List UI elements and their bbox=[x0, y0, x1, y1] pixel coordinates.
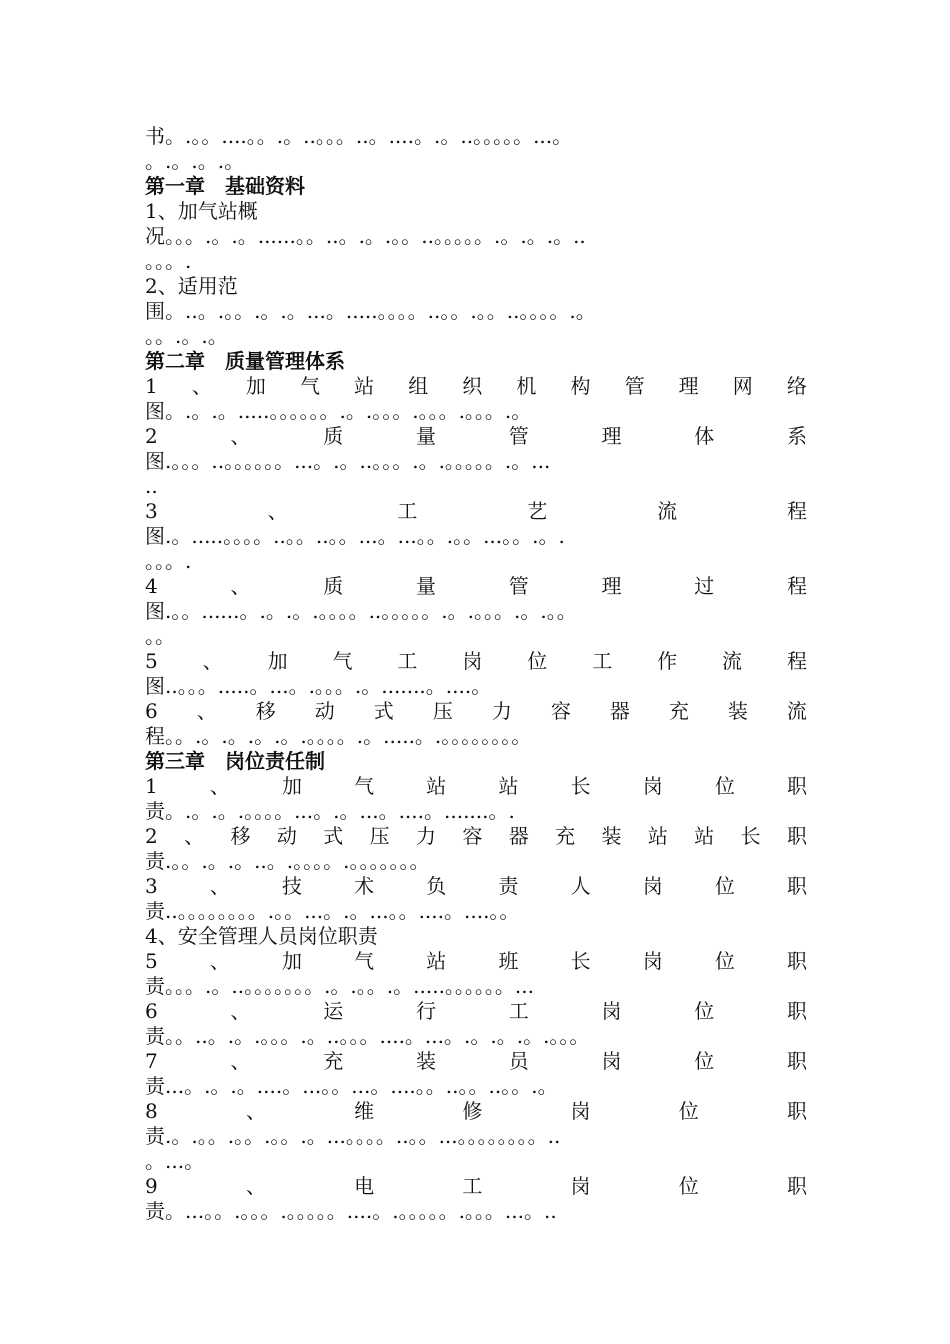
toc-entry-char: 工 bbox=[592, 649, 613, 673]
toc-line: 围。..。.。。.。.。...。.....。。。。..。。.。。..。。。。.。 bbox=[145, 299, 596, 323]
toc-entry-char: 管 bbox=[508, 424, 529, 448]
toc-entry-char: 岗 bbox=[642, 874, 663, 898]
toc-line: 图..。。。.....。...。.。。。.。.......。....。 bbox=[145, 674, 492, 698]
toc-entry-char: 岗 bbox=[601, 1049, 622, 1073]
toc-entry-char: 5 bbox=[145, 949, 158, 973]
toc-entry-char: 2 bbox=[145, 824, 158, 848]
toc-entry-char: 职 bbox=[786, 1099, 807, 1123]
toc-entry-char: 过 bbox=[694, 574, 715, 598]
toc-entry-char: 、 bbox=[209, 774, 230, 798]
toc-entry-char: 容 bbox=[462, 824, 483, 848]
toc-line: 。。。. bbox=[145, 549, 192, 573]
toc-entry-char: 站 bbox=[426, 774, 447, 798]
toc-entry-char: 位 bbox=[714, 949, 735, 973]
chapter-heading: 第一章 基础资料 bbox=[145, 174, 305, 198]
toc-entry-char: 充 bbox=[668, 699, 689, 723]
toc-entry-char: 程 bbox=[786, 499, 807, 523]
toc-entry-title bbox=[145, 649, 807, 674]
toc-entry-char: 程 bbox=[786, 649, 807, 673]
toc-entry-char: 长 bbox=[740, 824, 761, 848]
toc-entry-char: 岗 bbox=[642, 949, 663, 973]
toc-entry-char: 流 bbox=[722, 649, 743, 673]
toc-entry-char: 职 bbox=[787, 774, 807, 798]
toc-entry-char: 加 bbox=[267, 649, 288, 673]
toc-entry-char: 3 bbox=[145, 499, 158, 523]
toc-line: .. bbox=[145, 474, 158, 498]
toc-entry-char: 职 bbox=[786, 1174, 807, 1198]
toc-entry-char: 职 bbox=[786, 1049, 807, 1073]
toc-entry-char: 程 bbox=[786, 574, 807, 598]
toc-entry-char: 气 bbox=[354, 774, 375, 798]
toc-entry-char: 负 bbox=[426, 874, 447, 898]
toc-entry-char: 质 bbox=[323, 574, 344, 598]
toc-line: 。。.。.。 bbox=[145, 324, 228, 348]
toc-entry-char: 动 bbox=[276, 824, 297, 848]
toc-entry-char: 班 bbox=[498, 949, 519, 973]
toc-entry-char: 理 bbox=[601, 424, 622, 448]
toc-entry-char: 充 bbox=[555, 824, 576, 848]
toc-entry-char: 、 bbox=[184, 824, 205, 848]
toc-entry-char: 、 bbox=[209, 874, 230, 898]
toc-entry-char: 管 bbox=[624, 374, 645, 398]
toc-entry-char: 工 bbox=[397, 499, 418, 523]
toc-entry-char: 岗 bbox=[642, 774, 663, 798]
toc-entry-char: 员 bbox=[508, 1049, 529, 1073]
toc-entry-char: 、 bbox=[230, 574, 251, 598]
toc-entry-char: 长 bbox=[570, 949, 591, 973]
toc-entry-char: 运 bbox=[323, 999, 344, 1023]
toc-entry-char: 管 bbox=[508, 574, 529, 598]
toc-line: 况。。。.。.。......。。..。.。.。。..。。。。。.。.。.。.. bbox=[145, 224, 586, 248]
toc-entry-char: 位 bbox=[714, 874, 735, 898]
toc-line: 责..。。。。。。。。.。。...。.。...。。....。....。。 bbox=[145, 899, 520, 923]
toc-entry-char: 电 bbox=[354, 1174, 375, 1198]
toc-entry-char: 岗 bbox=[462, 649, 483, 673]
toc-entry-char: 量 bbox=[415, 574, 436, 598]
toc-entry-char: 充 bbox=[323, 1049, 344, 1073]
toc-entry-char: 5 bbox=[145, 649, 158, 673]
toc-entry-char: 工 bbox=[462, 1174, 483, 1198]
toc-entry-char: 、 bbox=[202, 649, 223, 673]
toc-entry-title bbox=[145, 949, 807, 974]
toc-entry-char: 8 bbox=[145, 1099, 158, 1123]
toc-entry-char: 量 bbox=[415, 424, 436, 448]
toc-line: 2、适用范 bbox=[145, 274, 238, 298]
toc-entry-char: 岗 bbox=[570, 1174, 591, 1198]
toc-entry-char: 、 bbox=[230, 1049, 251, 1073]
toc-entry-char: 位 bbox=[714, 774, 735, 798]
toc-entry-char: 移 bbox=[255, 699, 276, 723]
chapter-heading: 第二章 质量管理体系 bbox=[145, 349, 345, 373]
toc-entry-char: 质 bbox=[323, 424, 344, 448]
toc-line: 图.。.....。。。。..。。..。。...。...。。.。。...。。.。. bbox=[145, 524, 565, 548]
toc-entry-char: 艺 bbox=[527, 499, 548, 523]
toc-entry-char: 器 bbox=[508, 824, 529, 848]
toc-entry-char: 理 bbox=[601, 574, 622, 598]
toc-entry-char: 、 bbox=[196, 699, 217, 723]
toc-entry-title bbox=[145, 499, 807, 524]
toc-entry-char: 站 bbox=[498, 774, 519, 798]
toc-entry-char: 技 bbox=[282, 874, 303, 898]
toc-entry-char: 岗 bbox=[570, 1099, 591, 1123]
toc-line: 责。。..。.。.。。。.。..。。。....。...。.。.。.。.。。。 bbox=[145, 1024, 590, 1048]
toc-entry-char: 组 bbox=[408, 374, 429, 398]
toc-entry-char: 装 bbox=[601, 824, 622, 848]
toc-entry-char: 7 bbox=[145, 1049, 158, 1073]
toc-entry-char: 、 bbox=[267, 499, 288, 523]
toc-entry-char: 站 bbox=[354, 374, 375, 398]
toc-entry-char: 容 bbox=[550, 699, 571, 723]
toc-entry-char: 位 bbox=[694, 1049, 715, 1073]
toc-entry-char: 移 bbox=[230, 824, 251, 848]
chapter-heading: 第三章 岗位责任制 bbox=[145, 749, 325, 773]
toc-entry-char: 气 bbox=[354, 949, 375, 973]
toc-entry-title bbox=[145, 824, 807, 849]
toc-entry-char: 2 bbox=[145, 424, 158, 448]
toc-entry-char: 、 bbox=[245, 1099, 266, 1123]
toc-entry-title bbox=[145, 699, 807, 724]
toc-line: 程。。.。.。.。.。.。。。。.。.....。.。。。。。。。。 bbox=[145, 724, 532, 748]
toc-entry-char: 力 bbox=[491, 699, 512, 723]
toc-entry-char: 压 bbox=[369, 824, 390, 848]
toc-entry-char: 络 bbox=[786, 374, 807, 398]
toc-line: 责。。。.。..。。。。。。。.。.。。.。.....。。。。。。... bbox=[145, 974, 535, 998]
toc-entry-char: 式 bbox=[373, 699, 394, 723]
toc-entry-char: 1 bbox=[145, 774, 158, 798]
toc-entry-title bbox=[145, 424, 807, 449]
toc-entry-char: 职 bbox=[787, 949, 807, 973]
toc-entry-char: 装 bbox=[727, 699, 748, 723]
toc-entry-char: 理 bbox=[678, 374, 699, 398]
toc-entry-title bbox=[145, 1099, 807, 1124]
toc-entry-char: 加 bbox=[245, 374, 266, 398]
toc-entry-char: 加 bbox=[282, 949, 303, 973]
toc-entry-char: 6 bbox=[145, 699, 158, 723]
toc-entry-title bbox=[145, 574, 807, 599]
toc-entry-char: 位 bbox=[694, 999, 715, 1023]
toc-entry-char: 工 bbox=[397, 649, 418, 673]
toc-entry-char: 人 bbox=[570, 874, 591, 898]
toc-entry-char: 术 bbox=[354, 874, 375, 898]
toc-entry-char: 系 bbox=[786, 424, 807, 448]
toc-entry-char: 9 bbox=[145, 1174, 158, 1198]
toc-entry-char: 动 bbox=[314, 699, 335, 723]
toc-entry-char: 织 bbox=[462, 374, 483, 398]
toc-entry-char: 长 bbox=[570, 774, 591, 798]
toc-entry-char: 、 bbox=[230, 424, 251, 448]
toc-line: 。。 bbox=[145, 624, 175, 648]
toc-line: 责。...。。.。。。.。。。。。....。.。。。。。.。。。...。.. bbox=[145, 1199, 557, 1223]
toc-entry-char: 6 bbox=[145, 999, 158, 1023]
toc-entry-char: 加 bbox=[282, 774, 303, 798]
toc-line: 图.。。。..。。。。。。...。.。..。。。.。.。。。。。.。... bbox=[145, 449, 551, 473]
toc-line: 责.。。.。.。..。.。。。。.。。。。。。。 bbox=[145, 849, 430, 873]
toc-entry-char: 位 bbox=[678, 1099, 699, 1123]
toc-entry-char: 、 bbox=[191, 374, 212, 398]
toc-entry-char: 气 bbox=[300, 374, 321, 398]
toc-entry-char: 职 bbox=[786, 824, 807, 848]
toc-entry-char: 构 bbox=[570, 374, 591, 398]
toc-entry-char: 位 bbox=[527, 649, 548, 673]
toc-entry-char: 作 bbox=[657, 649, 678, 673]
toc-entry-title bbox=[145, 374, 807, 399]
toc-entry-char: 压 bbox=[432, 699, 453, 723]
toc-entry-title bbox=[145, 999, 807, 1024]
toc-entry-char: 行 bbox=[415, 999, 436, 1023]
toc-entry-char: 维 bbox=[354, 1099, 375, 1123]
toc-line: 。。。. bbox=[145, 249, 192, 273]
toc-entry-char: 器 bbox=[609, 699, 630, 723]
toc-entry-title bbox=[145, 874, 807, 899]
toc-entry-char: 职 bbox=[786, 999, 807, 1023]
toc-line: 责...。.。.。....。...。。...。....。。..。。..。。.。 bbox=[145, 1074, 558, 1098]
toc-entry-char: 体 bbox=[694, 424, 715, 448]
toc-line: 。...。 bbox=[145, 1149, 205, 1173]
toc-entry-char: 、 bbox=[209, 949, 230, 973]
toc-entry-char: 工 bbox=[508, 999, 529, 1023]
toc-entry-char: 气 bbox=[332, 649, 353, 673]
toc-line: 责.。.。。.。。.。。.。...。。。。..。。...。。。。。。。。.. bbox=[145, 1124, 561, 1148]
toc-entry-char: 站 bbox=[426, 949, 447, 973]
toc-line: 。.。.。.。 bbox=[145, 149, 245, 173]
toc-line: 责。.。.。.。。。。...。.。...。....。.......。. bbox=[145, 799, 515, 823]
toc-line: 图。.。.。.....。。。。。。.。.。。。.。。。.。。。.。 bbox=[145, 399, 532, 423]
toc-line: 图.。。......。.。.。.。。。。..。。。。。.。.。。。.。.。。 bbox=[145, 599, 577, 623]
toc-entry-char: 岗 bbox=[601, 999, 622, 1023]
toc-entry-char: 责 bbox=[498, 874, 519, 898]
toc-entry-char: 4 bbox=[145, 574, 158, 598]
toc-entry-char: 流 bbox=[786, 699, 807, 723]
toc-entry-char: 修 bbox=[462, 1099, 483, 1123]
toc-line: 书。.。。....。。.。..。。。..。....。.。..。。。。。...。 bbox=[145, 124, 573, 148]
toc-entry-char: 装 bbox=[415, 1049, 436, 1073]
toc-entry-char: 站 bbox=[694, 824, 715, 848]
toc-entry-title bbox=[145, 1049, 807, 1074]
document-page bbox=[145, 124, 807, 1224]
toc-entry-char: 网 bbox=[732, 374, 753, 398]
toc-entry-title bbox=[145, 774, 807, 799]
toc-entry-char: 职 bbox=[787, 874, 807, 898]
toc-entry-char: 位 bbox=[678, 1174, 699, 1198]
toc-entry-char: 式 bbox=[323, 824, 344, 848]
toc-entry-char: 3 bbox=[145, 874, 158, 898]
toc-entry-char: 、 bbox=[245, 1174, 266, 1198]
toc-entry-char: 流 bbox=[657, 499, 678, 523]
toc-entry-char: 机 bbox=[516, 374, 537, 398]
toc-entry-title bbox=[145, 1174, 807, 1199]
toc-line: 1、加气站概 bbox=[145, 199, 258, 223]
toc-entry-char: 力 bbox=[415, 824, 436, 848]
toc-entry-char: 1 bbox=[145, 374, 158, 398]
toc-entry-char: 站 bbox=[647, 824, 668, 848]
toc-entry-char: 、 bbox=[230, 999, 251, 1023]
toc-line: 4、安全管理人员岗位职责 bbox=[145, 924, 378, 948]
